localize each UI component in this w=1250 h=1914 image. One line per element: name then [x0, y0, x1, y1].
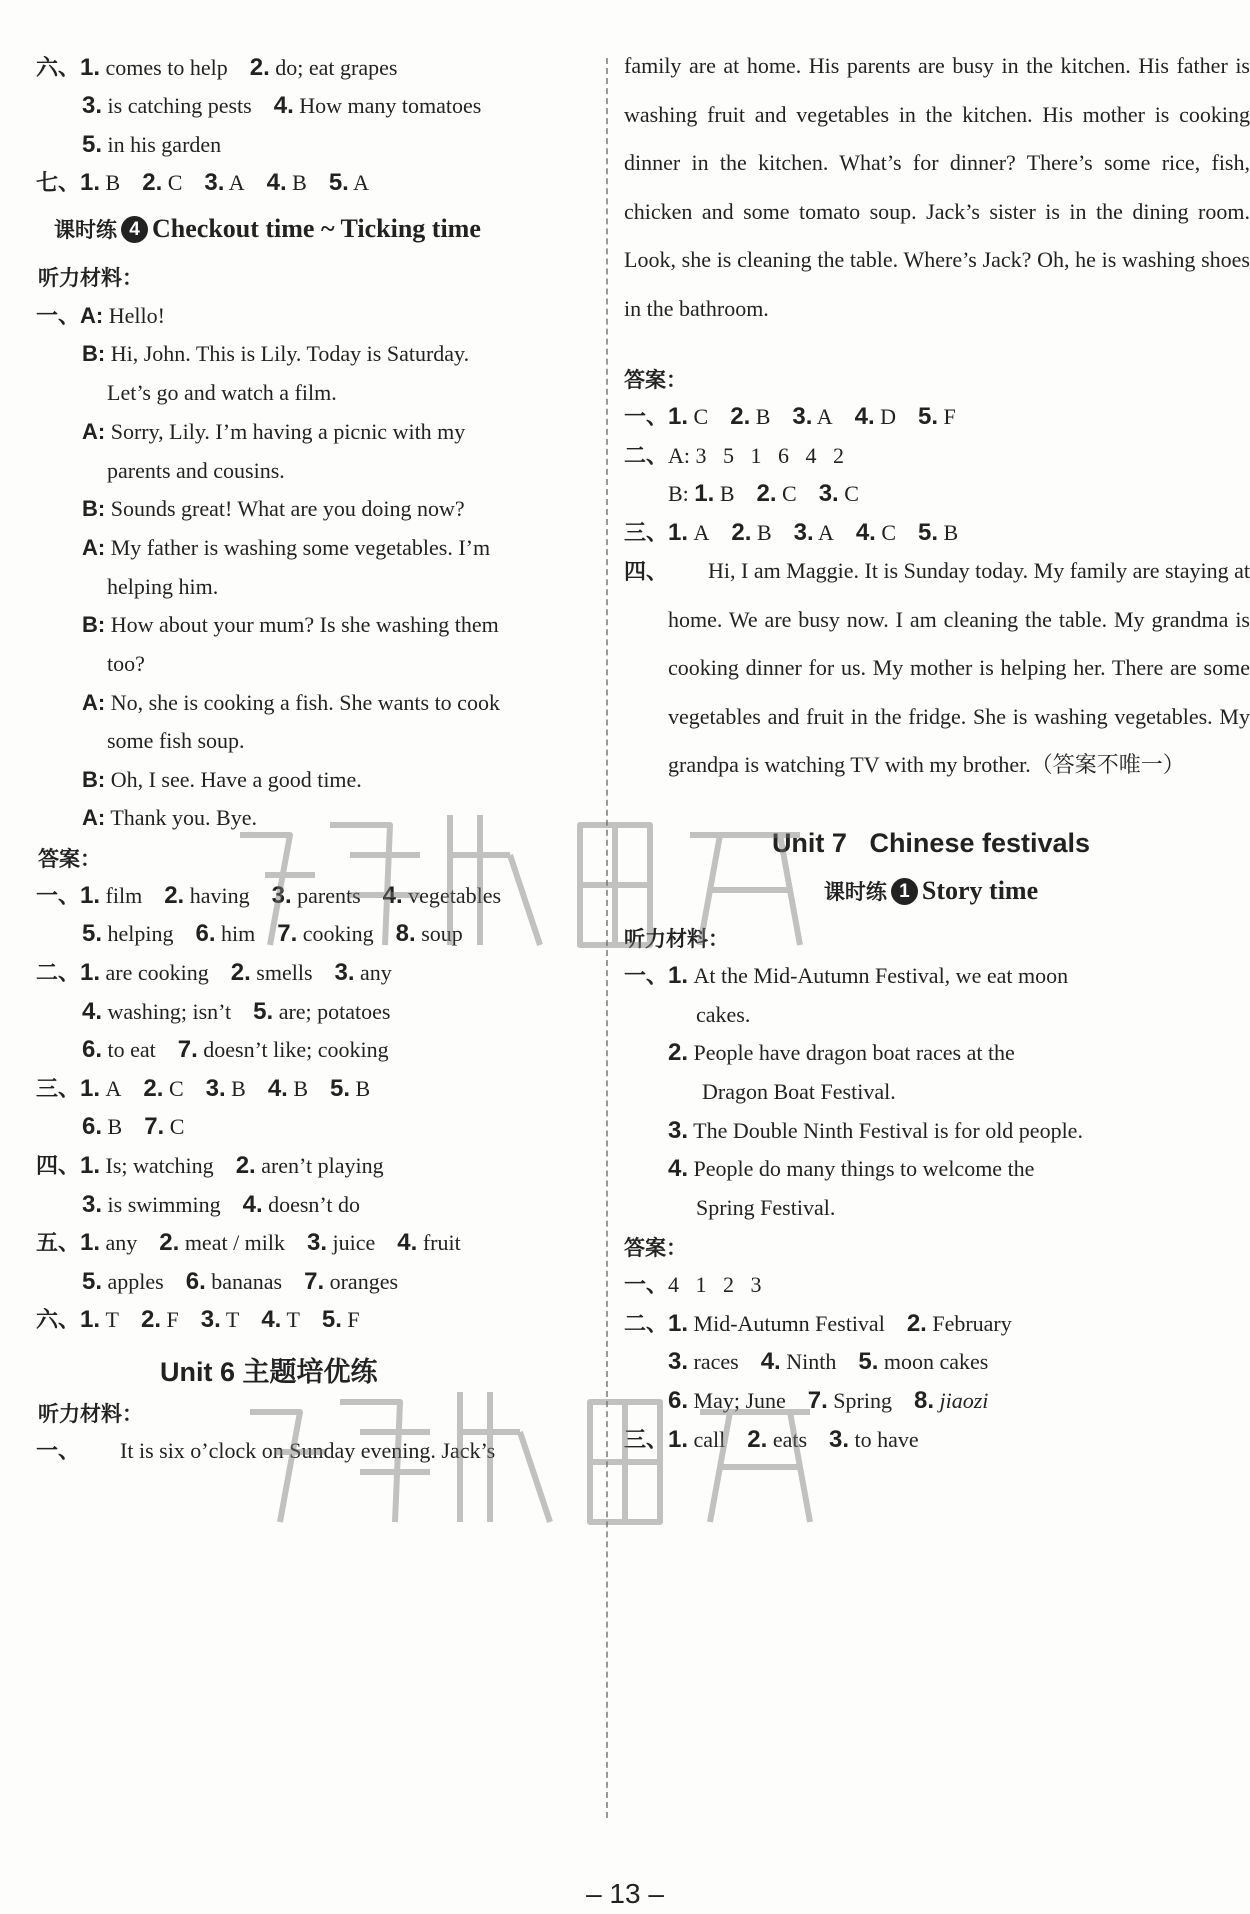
- dialogue-line: B: Hi, John. This is Lily. Today is Saturday.: [82, 341, 470, 366]
- dialogue-line: too?: [107, 651, 145, 676]
- answer-line: 3. is catching pests 4. How many tomatoes: [82, 92, 482, 119]
- lesson-title: 课时练 1 Story time: [823, 876, 1039, 905]
- listening-line: Spring Festival.: [696, 1195, 836, 1220]
- lesson-number-badge: 4: [121, 216, 148, 243]
- answer-line: 6. to eat 7. doesn’t like; cooking: [82, 1036, 389, 1063]
- dialogue-line: B: Oh, I see. Have a good time.: [82, 767, 362, 792]
- answer-line: 6. May; June 7. Spring 8. jiaozi: [668, 1387, 989, 1414]
- dialogue-line: A: Thank you. Bye.: [82, 805, 257, 830]
- unit7-title: Unit 7 Chinese festivals: [771, 828, 1091, 858]
- answer-line: 三、1. A 2. B 3. A 4. C 5. B: [624, 519, 959, 546]
- dialogue-line: B: How about your mum? Is she washing them: [82, 612, 499, 637]
- listening-heading: 听力材料：: [624, 927, 729, 951]
- answer-line: 四、1. Is; watching 2. aren’t playing: [36, 1152, 384, 1179]
- answer-line: 六、1. comes to help 2. do; eat grapes: [36, 54, 398, 81]
- story-paragraph: family are at home. His parents are busy in the kitchen. His father is washing fruit and vegetables in the kitchen. His mother is cooking dinner in the kitchen. What’s for dinner? There’s some rice, fish, chicken and some tomato soup. Jack’s sister is in the dining room. Look, she is cleaning the table. Where’s Jack? Oh, he is washing shoes in the bathroom.: [624, 53, 1250, 321]
- answers-heading: 答案：: [624, 368, 687, 392]
- answer-line: 二、1. Mid-Autumn Festival 2. February: [624, 1310, 1012, 1337]
- dialogue-line: some fish soup.: [107, 728, 245, 753]
- answer-line: 一、1. film 2. having 3. parents 4. vegetables: [36, 882, 502, 909]
- answer-line: 五、1. any 2. meat / milk 3. juice 4. fruit: [36, 1229, 461, 1256]
- dialogue-line: helping him.: [107, 574, 219, 599]
- answer-line: 5. apples 6. bananas 7. oranges: [82, 1268, 399, 1295]
- answer-line: 3. races 4. Ninth 5. moon cakes: [668, 1348, 989, 1375]
- story-line: 一、 It is six o’clock on Sunday evening. Jack’s: [36, 1438, 496, 1464]
- answer-line: 二、A: 3 5 1 6 4 2: [624, 443, 845, 469]
- answer-line: 六、1. T 2. F 3. T 4. T 5. F: [36, 1306, 360, 1333]
- answer-line: 6. B 7. C: [82, 1113, 185, 1140]
- lesson-number-badge: 1: [891, 878, 918, 905]
- answer-line: 七、1. B 2. C 3. A 4. B 5. A: [36, 169, 370, 196]
- answer-line: 5. in his garden: [82, 131, 222, 158]
- watermark-graphic: [220, 795, 840, 965]
- page-number: – 13 –: [586, 1878, 664, 1909]
- answer-line: B: 1. B 2. C 3. C: [668, 480, 859, 507]
- listening-line: Dragon Boat Festival.: [702, 1079, 896, 1104]
- listening-line: 2. People have dragon boat races at the: [668, 1039, 1015, 1066]
- answer-line: 5. helping 6. him 7. cooking 8. soup: [82, 920, 463, 947]
- answers-heading: 答案：: [38, 847, 101, 871]
- answer-line: 3. is swimming 4. doesn’t do: [82, 1191, 360, 1218]
- answer-line: 4. washing; isn’t 5. are; potatoes: [82, 998, 391, 1025]
- listening-heading: 听力材料：: [38, 266, 143, 290]
- dialogue-line: B: Sounds great! What are you doing now?: [82, 496, 465, 521]
- answer-line: 三、1. call 2. eats 3. to have: [624, 1426, 919, 1453]
- unit6-title: Unit 6 主题培优练: [160, 1357, 378, 1387]
- answer-line: 一、1. C 2. B 3. A 4. D 5. F: [624, 403, 956, 430]
- dialogue-line: A: Sorry, Lily. I’m having a picnic with my: [82, 419, 466, 444]
- dialogue-line: parents and cousins.: [107, 458, 285, 483]
- section-label: 四、: [624, 560, 669, 585]
- dialogue-line: 一、A: Hello!: [36, 303, 165, 329]
- watermark-graphic: [230, 1372, 850, 1542]
- listening-heading: 听力材料：: [38, 1402, 143, 1426]
- answers-heading: 答案：: [624, 1236, 687, 1260]
- writing-answer: Hi, I am Maggie. It is Sunday today. My family are staying at home. We are busy now. I am cleaning the table. My grandma is cooking dinner for us. My mother is helping her. There are some vegetables and fruit in the fridge. She is washing vegetables. My grandpa is watching TV with my brother.（答案不唯一）: [668, 558, 1250, 777]
- dialogue-line: A: My father is washing some vegetables. I’m: [82, 535, 491, 560]
- answer-line: 二、1. are cooking 2. smells 3. any: [36, 959, 392, 986]
- listening-line: 一、1. At the Mid-Autumn Festival, we eat moon: [624, 962, 1069, 989]
- dialogue-line: A: No, she is cooking a fish. She wants to cook: [82, 690, 500, 715]
- answer-line: 三、1. A 2. C 3. B 4. B 5. B: [36, 1075, 371, 1102]
- answer-line: 一、4 1 2 3: [624, 1272, 762, 1298]
- lesson-title: 课时练 4 Checkout time ~ Ticking time: [54, 214, 481, 243]
- listening-line: 4. People do many things to welcome the: [668, 1155, 1035, 1182]
- listening-line: cakes.: [696, 1002, 751, 1027]
- dialogue-line: Let’s go and watch a film.: [107, 380, 337, 405]
- listening-line: 3. The Double Ninth Festival is for old people.: [668, 1117, 1083, 1144]
